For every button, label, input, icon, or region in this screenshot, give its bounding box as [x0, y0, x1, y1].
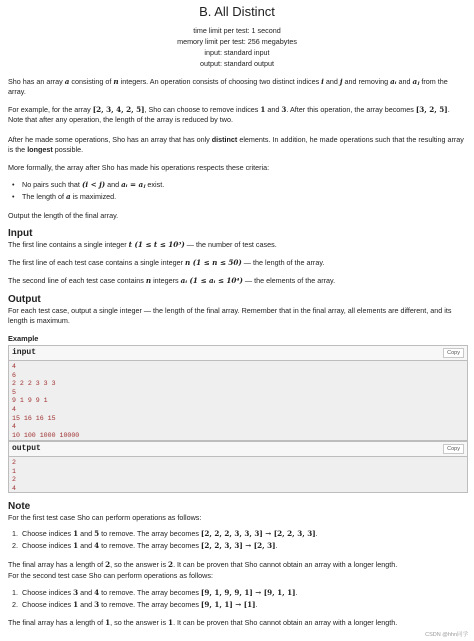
example-input-title: input — [12, 348, 37, 357]
memory-limit: memory limit per test: 256 megabytes — [177, 37, 297, 46]
case1-step: 1. Choose indices 1 and 5 to remove. The array becomes [2, 2, 2, 3, 3, 3] → [2, 2, 3, 3]. — [12, 529, 318, 538]
example-label: Example — [8, 334, 39, 343]
input-paragraph-2: The first line of each test case contains a single integer n (1 ≤ n ≤ 50) — the length of the array. — [8, 258, 325, 267]
copy-output-button[interactable]: Copy — [443, 444, 464, 454]
case2-step: 2. Choose indices 1 and 3 to remove. The array becomes [9, 1, 1] → [1]. — [12, 600, 258, 609]
input-heading: Input — [8, 228, 33, 239]
note-intro-2: For the second test case Sho can perform operations as follows: — [8, 571, 213, 580]
case2-steps — [12, 587, 462, 611]
statement-paragraph-4: More formally, the array after Sho has made his operations respects these criteria: — [8, 163, 270, 172]
output-line: 4 — [12, 484, 16, 492]
input-line: 10 100 1000 10000 — [12, 431, 80, 439]
note-heading: Note — [8, 501, 31, 512]
note-case1-result: The final array has a length of 2, so the answer is 2. It can be proven that Sho cannot obtain an array with a longer length. — [8, 560, 398, 569]
example-input-header — [9, 346, 467, 361]
input-line: 15 16 16 15 — [12, 414, 56, 422]
case2-step: 1. Choose indices 3 and 4 to remove. The array becomes [9, 1, 9, 9, 1] → [9, 1, 1]. — [12, 588, 298, 597]
input-line: 4 — [12, 363, 16, 370]
output-paragraph: For each test case, output a single integer — the length of the final array. Remember that in the final array, all elements are different, and its length is maximum. — [8, 306, 452, 326]
input-line: 9 1 9 9 1 — [12, 397, 48, 405]
input-line: 6 — [12, 371, 16, 379]
example-output-box — [8, 441, 468, 493]
example-output-title: output — [12, 444, 41, 453]
case1-steps — [12, 528, 462, 552]
input-line: 4 — [12, 405, 16, 413]
example-input-box — [8, 345, 468, 441]
input-line: 2 2 2 3 3 3 — [12, 380, 56, 388]
watermark: CSDN @hhn同学 — [425, 632, 468, 638]
statement-paragraph-3: After he made some operations, Sho has an array that has only distinct elements. In addition, he made operations such that the resulting array is the longest possible. — [8, 135, 464, 155]
input-line: 4 — [12, 423, 16, 431]
output-spec: output: standard output — [200, 59, 274, 68]
criteria-item: • The length of a is maximized. — [12, 191, 462, 203]
input-paragraph-3: The second line of each test case contains n integers aᵢ (1 ≤ aᵢ ≤ 10⁴) — the elements of the array. — [8, 276, 336, 285]
problem-title: B. All Distinct — [199, 4, 275, 19]
example-input-content — [9, 361, 467, 442]
output-line: 2 — [12, 476, 16, 484]
criteria-list — [12, 179, 462, 203]
statement-paragraph-5: Output the length of the final array. — [8, 211, 119, 220]
example-output-content — [9, 457, 467, 495]
statement-paragraph-1: Sho has an array a consisting of n integers. An operation consists of choosing two distinct indices i and j and removing aᵢ and aⱼ from the array. — [8, 77, 448, 97]
output-line: 2 — [12, 459, 16, 466]
output-heading: Output — [8, 294, 41, 305]
output-line: 1 — [12, 467, 16, 475]
copy-input-button[interactable]: Copy — [443, 348, 464, 358]
statement-paragraph-2: For example, for the array [2, 3, 4, 2, 5], Sho can choose to remove indices 1 and 3. After this operation, the array becomes [3, 2, 5]. Note that after any operation, the length of the array is reduced by two. — [8, 105, 450, 125]
note-intro-1: For the first test case Sho can perform operations as follows: — [8, 513, 202, 522]
input-spec: input: standard input — [204, 48, 270, 57]
input-line: 5 — [12, 388, 16, 396]
time-limit: time limit per test: 1 second — [193, 26, 281, 35]
example-output-header — [9, 442, 467, 457]
case1-step: 2. Choose indices 1 and 4 to remove. The array becomes [2, 2, 3, 3] → [2, 3]. — [12, 541, 278, 550]
input-paragraph-1: The first line contains a single integer t (1 ≤ t ≤ 10³) — the number of test cases. — [8, 240, 277, 249]
criteria-item: • No pairs such that (i < j) and aᵢ = aⱼ exist. — [12, 179, 462, 191]
note-case2-result: The final array has a length of 1, so the answer is 1. It can be proven that Sho cannot obtain an array with a longer length. — [8, 618, 398, 627]
